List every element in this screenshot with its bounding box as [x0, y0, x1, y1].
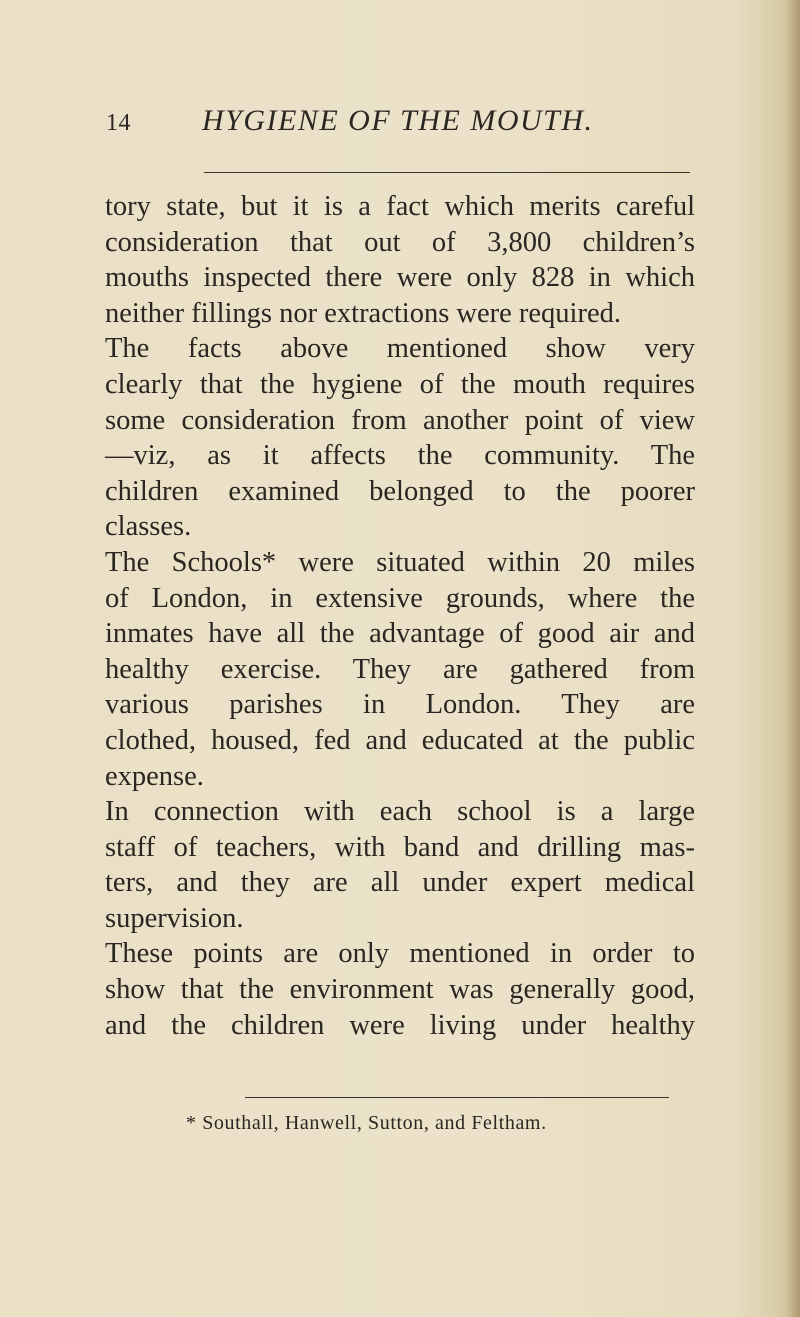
text-line: healthy exercise. They are gathered from [105, 653, 695, 685]
text-line: ters, and they are all under expert medical [105, 867, 695, 899]
text-line: These points are only mentioned in order to [105, 938, 695, 970]
body-text [105, 189, 695, 1043]
footnote: * Southall, Hanwell, Sutton, and Feltham. [186, 1112, 547, 1134]
text-line: tory state, but it is a fact which merits careful [105, 191, 695, 222]
text-line: of London, in extensive grounds, where the [105, 582, 695, 614]
text-line: clothed, housed, fed and educated at the public [105, 724, 695, 756]
running-title: HYGIENE OF THE MOUTH. [202, 104, 594, 137]
text-line: The Schools* were situated within 20 miles [105, 546, 695, 578]
text-line: inmates have all the advantage of good air and [105, 618, 695, 650]
text-line: consideration that out of 3,800 children’s [105, 226, 695, 258]
text-line: neither fillings nor extractions were required. [105, 297, 621, 329]
text-line: children examined belonged to the poorer [105, 475, 695, 507]
footnote-rule [245, 1097, 669, 1098]
text-line: clearly that the hygiene of the mouth requires [105, 368, 695, 400]
text-line: supervision. [105, 902, 244, 934]
page-number: 14 [106, 110, 131, 136]
text-line: various parishes in London. They are [105, 689, 695, 721]
text-line: mouths inspected there were only 828 in which [105, 262, 695, 294]
text-line: expense. [105, 760, 204, 792]
text-line: —viz, as it affects the community. The [105, 440, 695, 472]
text-line: staff of teachers, with band and drilling mas- [105, 831, 695, 863]
text-line: and the children were living under healthy [105, 1009, 695, 1041]
page-edge-shadow [786, 0, 800, 1317]
text-line: some consideration from another point of view [105, 404, 695, 436]
text-line: show that the environment was generally good, [105, 974, 695, 1006]
text-line: classes. [105, 511, 192, 543]
page-header [0, 104, 800, 144]
text-line: The facts above mentioned show very [105, 333, 695, 365]
text-line: In connection with each school is a large [105, 796, 695, 828]
header-rule [204, 172, 690, 173]
